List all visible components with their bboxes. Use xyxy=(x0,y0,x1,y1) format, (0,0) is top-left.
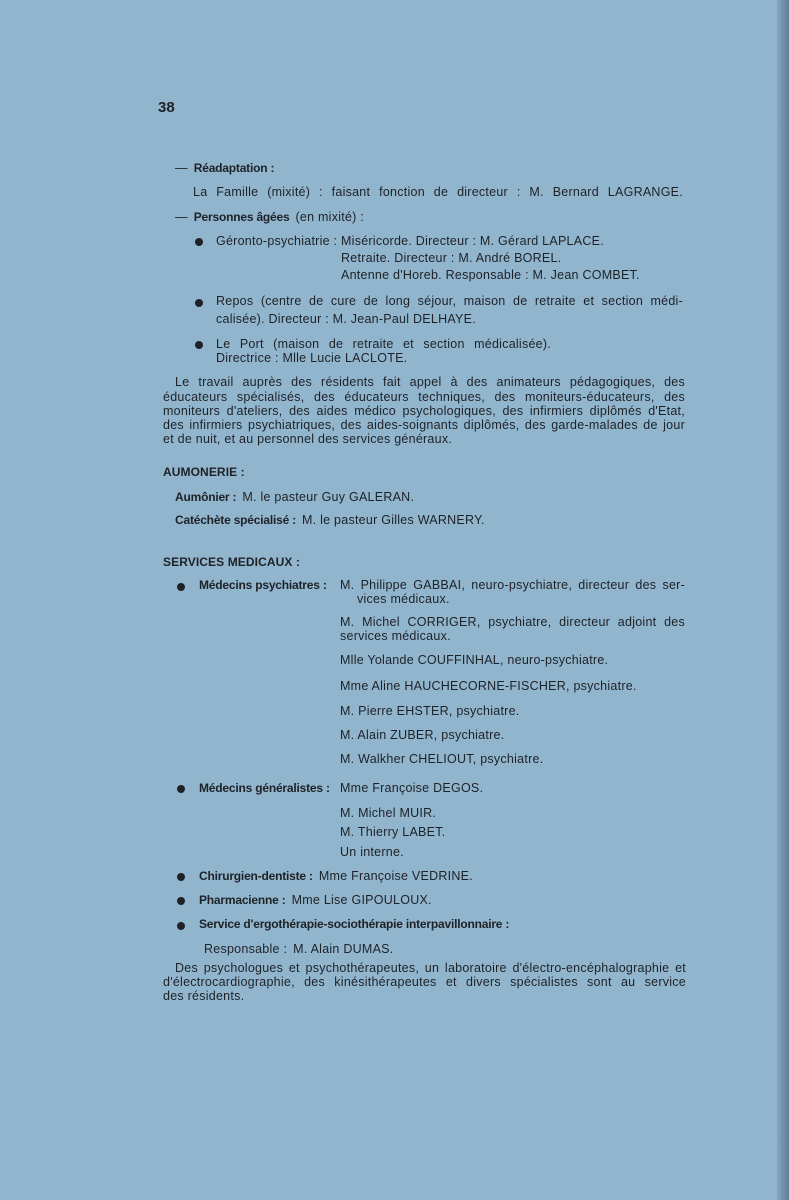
aumonier-value: M. le pasteur Guy GALERAN. xyxy=(242,490,415,504)
travail-paragraph-line: éducateurs spécialisés, des éducateurs techniques, des moniteurs-éducateurs, des xyxy=(163,390,685,404)
generalistes-label: Médecins généralistes : xyxy=(199,781,330,795)
closing-paragraph-line: d'électrocardiographie, des kinésithérapeutes et divers spécialistes sont au service xyxy=(163,975,686,989)
aumonier-line xyxy=(175,490,414,504)
psychiatres-label: Médecins psychiatres : xyxy=(199,578,327,592)
ergotherapie-responsable-line xyxy=(204,942,393,956)
readaptation-heading xyxy=(175,161,274,175)
heading-label: Réadaptation : xyxy=(193,161,275,175)
psychiatre-entry: vices médicaux. xyxy=(357,592,450,606)
repos-line: Repos (centre de cure de long séjour, maison de retraite et section médi- xyxy=(216,294,683,308)
page-number: 38 xyxy=(158,99,175,116)
generaliste-entry: M. Thierry LABET. xyxy=(340,825,446,839)
psychiatre-entry: M. Walkher CHELIOUT, psychiatre. xyxy=(340,752,544,766)
pharmacienne-label: Pharmacienne : xyxy=(199,893,286,907)
travail-paragraph-line: et de nuit, et au personnel des services généraux. xyxy=(163,432,453,446)
dentiste-value: Mme Françoise VEDRINE. xyxy=(318,869,473,883)
pharmacienne-value: Mme Lise GIPOULOUX. xyxy=(291,893,432,907)
closing-paragraph-line: des résidents. xyxy=(163,989,245,1003)
catechete-value: M. le pasteur Gilles WARNERY. xyxy=(302,513,485,527)
travail-paragraph-line: moniteurs d'ateliers, des aides médico psychologiques, des infirmiers diplômés d'Etat, xyxy=(163,404,685,418)
pharmacienne-line xyxy=(199,893,432,907)
ergotherapie-label: Service d'ergothérapie-sociothérapie interpavillonnaire : xyxy=(199,917,510,931)
travail-paragraph-line: Le travail auprès des résidents fait appel à des animateurs pédagogiques, des xyxy=(175,375,685,389)
page-edge-shadow xyxy=(777,0,789,1200)
readaptation-line: La Famille (mixité) : faisant fonction de directeur : M. Bernard LAGRANGE. xyxy=(193,185,683,199)
repos-bullet xyxy=(195,299,203,307)
heading-label: Personnes âgées xyxy=(193,210,290,224)
dentiste-line xyxy=(199,869,473,883)
services-medicaux-heading: SERVICES MEDICAUX : xyxy=(163,555,301,569)
psychiatre-entry: M. Pierre EHSTER, psychiatre. xyxy=(340,704,520,718)
catechete-line xyxy=(175,513,485,527)
pharmacienne-bullet xyxy=(177,897,185,905)
aumonerie-heading: AUMONERIE : xyxy=(163,465,245,479)
port-bullet xyxy=(195,341,203,349)
generalistes-bullet xyxy=(177,785,185,793)
geronto-label: Géronto-psychiatrie : xyxy=(216,234,338,248)
geronto-bullet xyxy=(195,238,203,246)
psychiatre-entry: M. Alain ZUBER, psychiatre. xyxy=(340,728,505,742)
heading-suffix: (en mixité) : xyxy=(295,210,365,224)
dentiste-bullet xyxy=(177,873,185,881)
personnes-agees-heading xyxy=(175,210,364,224)
psychiatre-entry: services médicaux. xyxy=(340,629,451,643)
responsable-value: M. Alain DUMAS. xyxy=(293,942,394,956)
port-line: Directrice : Mlle Lucie LACLOTE. xyxy=(216,351,408,365)
geronto-line: Retraite. Directeur : M. André BOREL. xyxy=(341,251,562,265)
port-line: Le Port (maison de retraite et section médicalisée). xyxy=(216,337,551,351)
responsable-label: Responsable : xyxy=(204,942,288,956)
catechete-label: Catéchète spécialisé : xyxy=(175,513,296,527)
repos-line: calisée). Directeur : M. Jean-Paul DELHAYE. xyxy=(216,312,476,326)
psychiatre-entry: M. Philippe GABBAI, neuro-psychiatre, directeur des ser- xyxy=(340,578,685,592)
psychiatre-entry: M. Michel CORRIGER, psychiatre, directeur adjoint des xyxy=(340,615,685,629)
closing-paragraph-line: Des psychologues et psychothérapeutes, un laboratoire d'électro-encéphalographie et xyxy=(175,961,686,975)
heading-dash: — xyxy=(175,161,188,175)
psychiatre-entry: Mlle Yolande COUFFINHAL, neuro-psychiatre. xyxy=(340,653,609,667)
aumonier-label: Aumônier : xyxy=(175,490,237,504)
psychiatres-bullet xyxy=(177,583,185,591)
generaliste-entry: Mme Françoise DEGOS. xyxy=(340,781,484,795)
generaliste-entry: M. Michel MUIR. xyxy=(340,806,437,820)
dentiste-label: Chirurgien-dentiste : xyxy=(199,869,313,883)
heading-dash: — xyxy=(175,210,188,224)
geronto-line: Antenne d'Horeb. Responsable : M. Jean COMBET. xyxy=(341,268,640,282)
travail-paragraph-line: des infirmiers psychiatriques, des aides-soignants diplômés, des garde-malades de jour xyxy=(163,418,685,432)
ergotherapie-bullet xyxy=(177,922,185,930)
generaliste-entry: Un interne. xyxy=(340,845,404,859)
psychiatre-entry: Mme Aline HAUCHECORNE-FISCHER, psychiatre. xyxy=(340,679,637,693)
geronto-line: Miséricorde. Directeur : M. Gérard LAPLACE. xyxy=(341,234,604,248)
